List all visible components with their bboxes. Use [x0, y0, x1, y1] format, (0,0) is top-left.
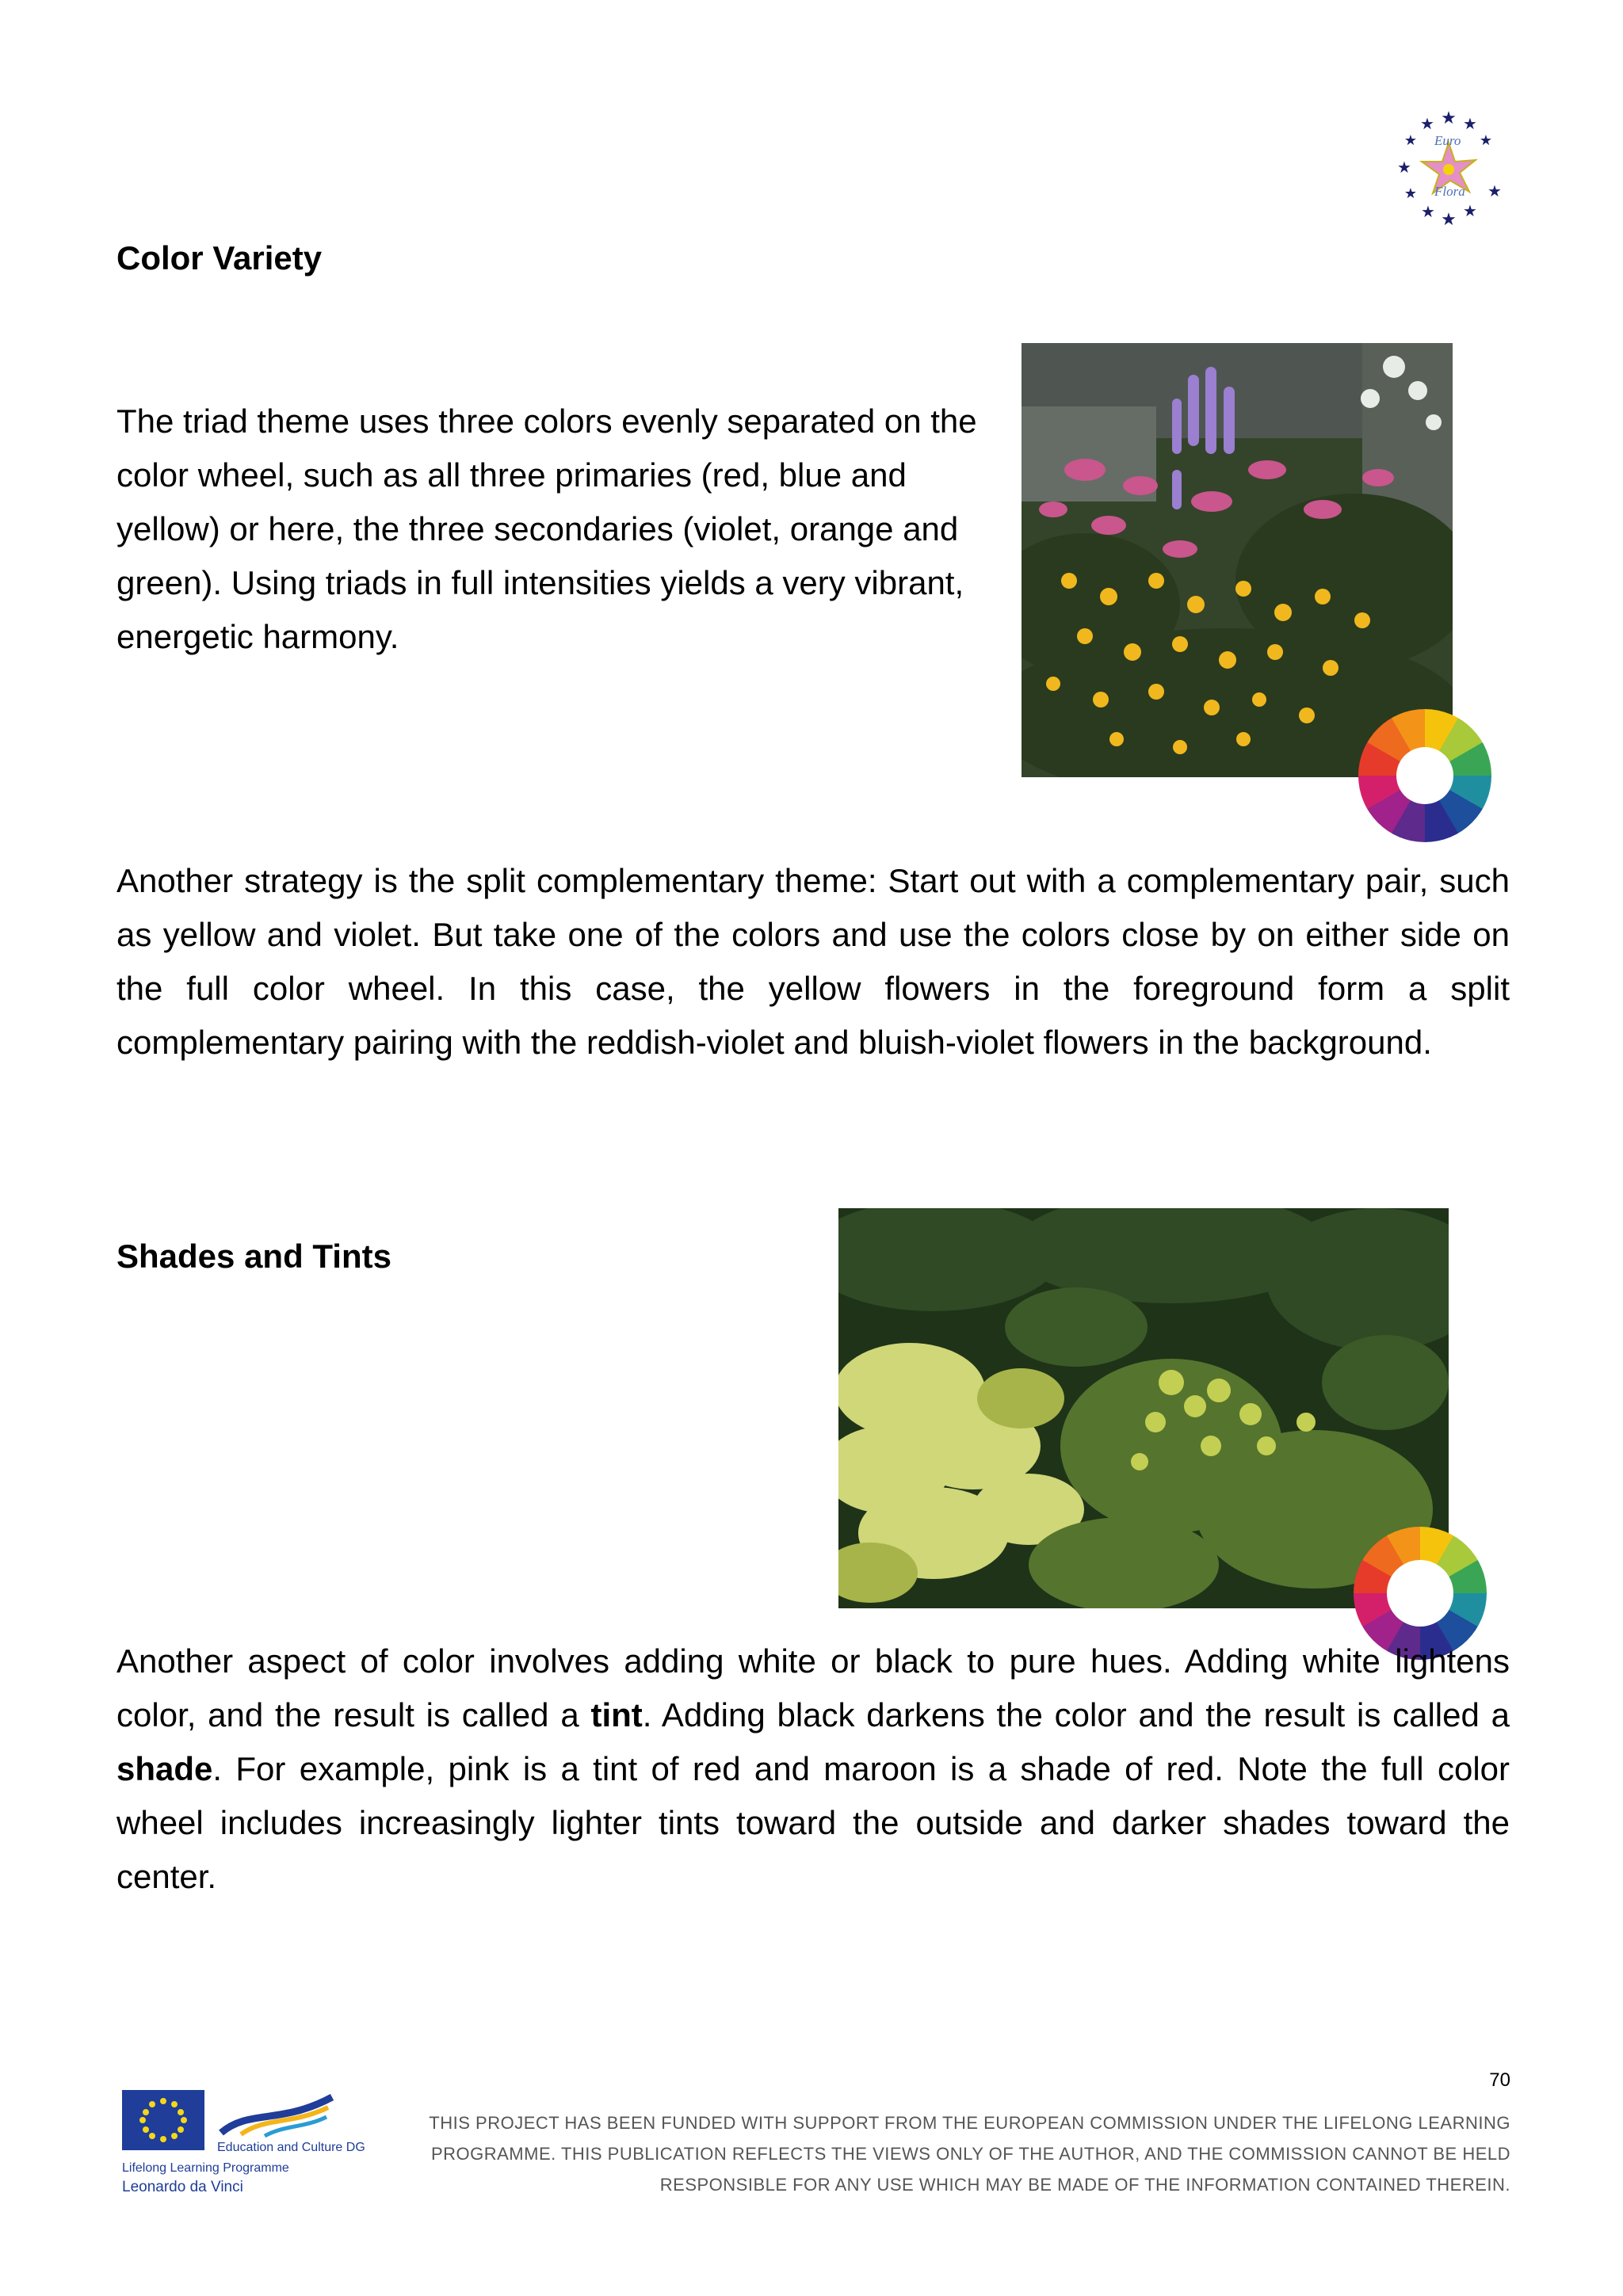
svg-text:★: ★ — [1463, 201, 1477, 220]
paragraph-triad-theme — [116, 395, 1012, 664]
paragraph-triad-text: The triad theme uses three colors evenly separated on the color wheel, such as all three primaries (red, blue and yellow) or here, the three secondaries (violet, orange and green). Using triads in full intensities yields a very vibrant, energetic harmony. — [116, 402, 977, 655]
svg-text:★: ★ — [1420, 114, 1434, 133]
paragraph-split-text: Another strategy is the split complementary theme: Start out with a complementary pair, such as yellow and violet. But take one of the colors and use the colors close by on either side on the full color wheel. In this case, the yellow flowers in the foreground form a split complementary pairing with the reddish-violet and bluish-violet flowers in the background. — [116, 862, 1510, 1061]
svg-text:★: ★ — [1463, 114, 1477, 133]
shades-foliage-image — [838, 1208, 1449, 1608]
disclaimer-line-1: THIS PROJECT HAS BEEN FUNDED WITH SUPPORT FROM THE EUROPEAN COMMISSION UNDER THE LIFELONG LEARNING — [429, 2113, 1510, 2133]
shades-text-start: Another aspect of color involves adding white or black to pure hues. Adding white lightens color, and the result is called a — [116, 1642, 1510, 1733]
photo-triad-garden — [1022, 343, 1453, 777]
svg-text:★: ★ — [1397, 158, 1411, 177]
euroflora-logo-graphic — [1387, 109, 1510, 233]
svg-text:★: ★ — [1441, 109, 1457, 128]
heading-shades-and-tints: Shades and Tints — [116, 1238, 391, 1275]
triad-garden-image — [1022, 343, 1453, 777]
shades-text-mid: . Adding black darkens the color and the result is called a — [642, 1696, 1510, 1733]
page-number: 70 — [1489, 2069, 1510, 2091]
color-wheel-triad — [1358, 709, 1491, 842]
llp-label: Lifelong Learning Programme — [122, 2161, 289, 2175]
svg-text:★: ★ — [1479, 132, 1493, 149]
svg-text:★: ★ — [1441, 210, 1457, 230]
shades-text-end: . For example, pink is a tint of red and maroon is a shade of red. Note the full color wheel includes increasingly lighter tints toward the outside and darker shades toward the center. — [116, 1750, 1510, 1895]
heading-color-variety: Color Variety — [116, 239, 323, 277]
ldv-label: Leonardo da Vinci — [122, 2179, 243, 2195]
eu-flag-icon — [122, 2090, 204, 2150]
edu-culture-label: Education and Culture DG — [217, 2141, 365, 2154]
term-shade: shade — [116, 1750, 213, 1787]
photo-shades-foliage — [838, 1208, 1449, 1608]
logo-text-flora: Flora — [1434, 184, 1465, 199]
paragraph-shades-tints — [116, 1634, 1510, 1904]
term-tint: tint — [590, 1696, 643, 1733]
disclaimer-line-2: PROGRAMME. THIS PUBLICATION REFLECTS THE VIEWS ONLY OF THE AUTHOR, AND THE COMMISSION CANNOT BE HELD — [430, 2144, 1510, 2164]
paragraph-shades-text — [116, 1634, 1510, 1904]
svg-text:★: ★ — [1421, 202, 1435, 221]
svg-text:★: ★ — [1487, 181, 1502, 200]
disclaimer-line-3: RESPONSIBLE FOR ANY USE WHICH MAY BE MADE OF THE INFORMATION CONTAINED THEREIN. — [659, 2175, 1510, 2195]
funding-disclaimer — [274, 2107, 1510, 2200]
logo-text-euro: Euro — [1434, 133, 1461, 148]
svg-text:★: ★ — [1403, 132, 1418, 149]
euroflora-logo — [1387, 109, 1510, 233]
svg-text:★: ★ — [1403, 185, 1418, 202]
paragraph-split-complementary — [116, 854, 1510, 1070]
